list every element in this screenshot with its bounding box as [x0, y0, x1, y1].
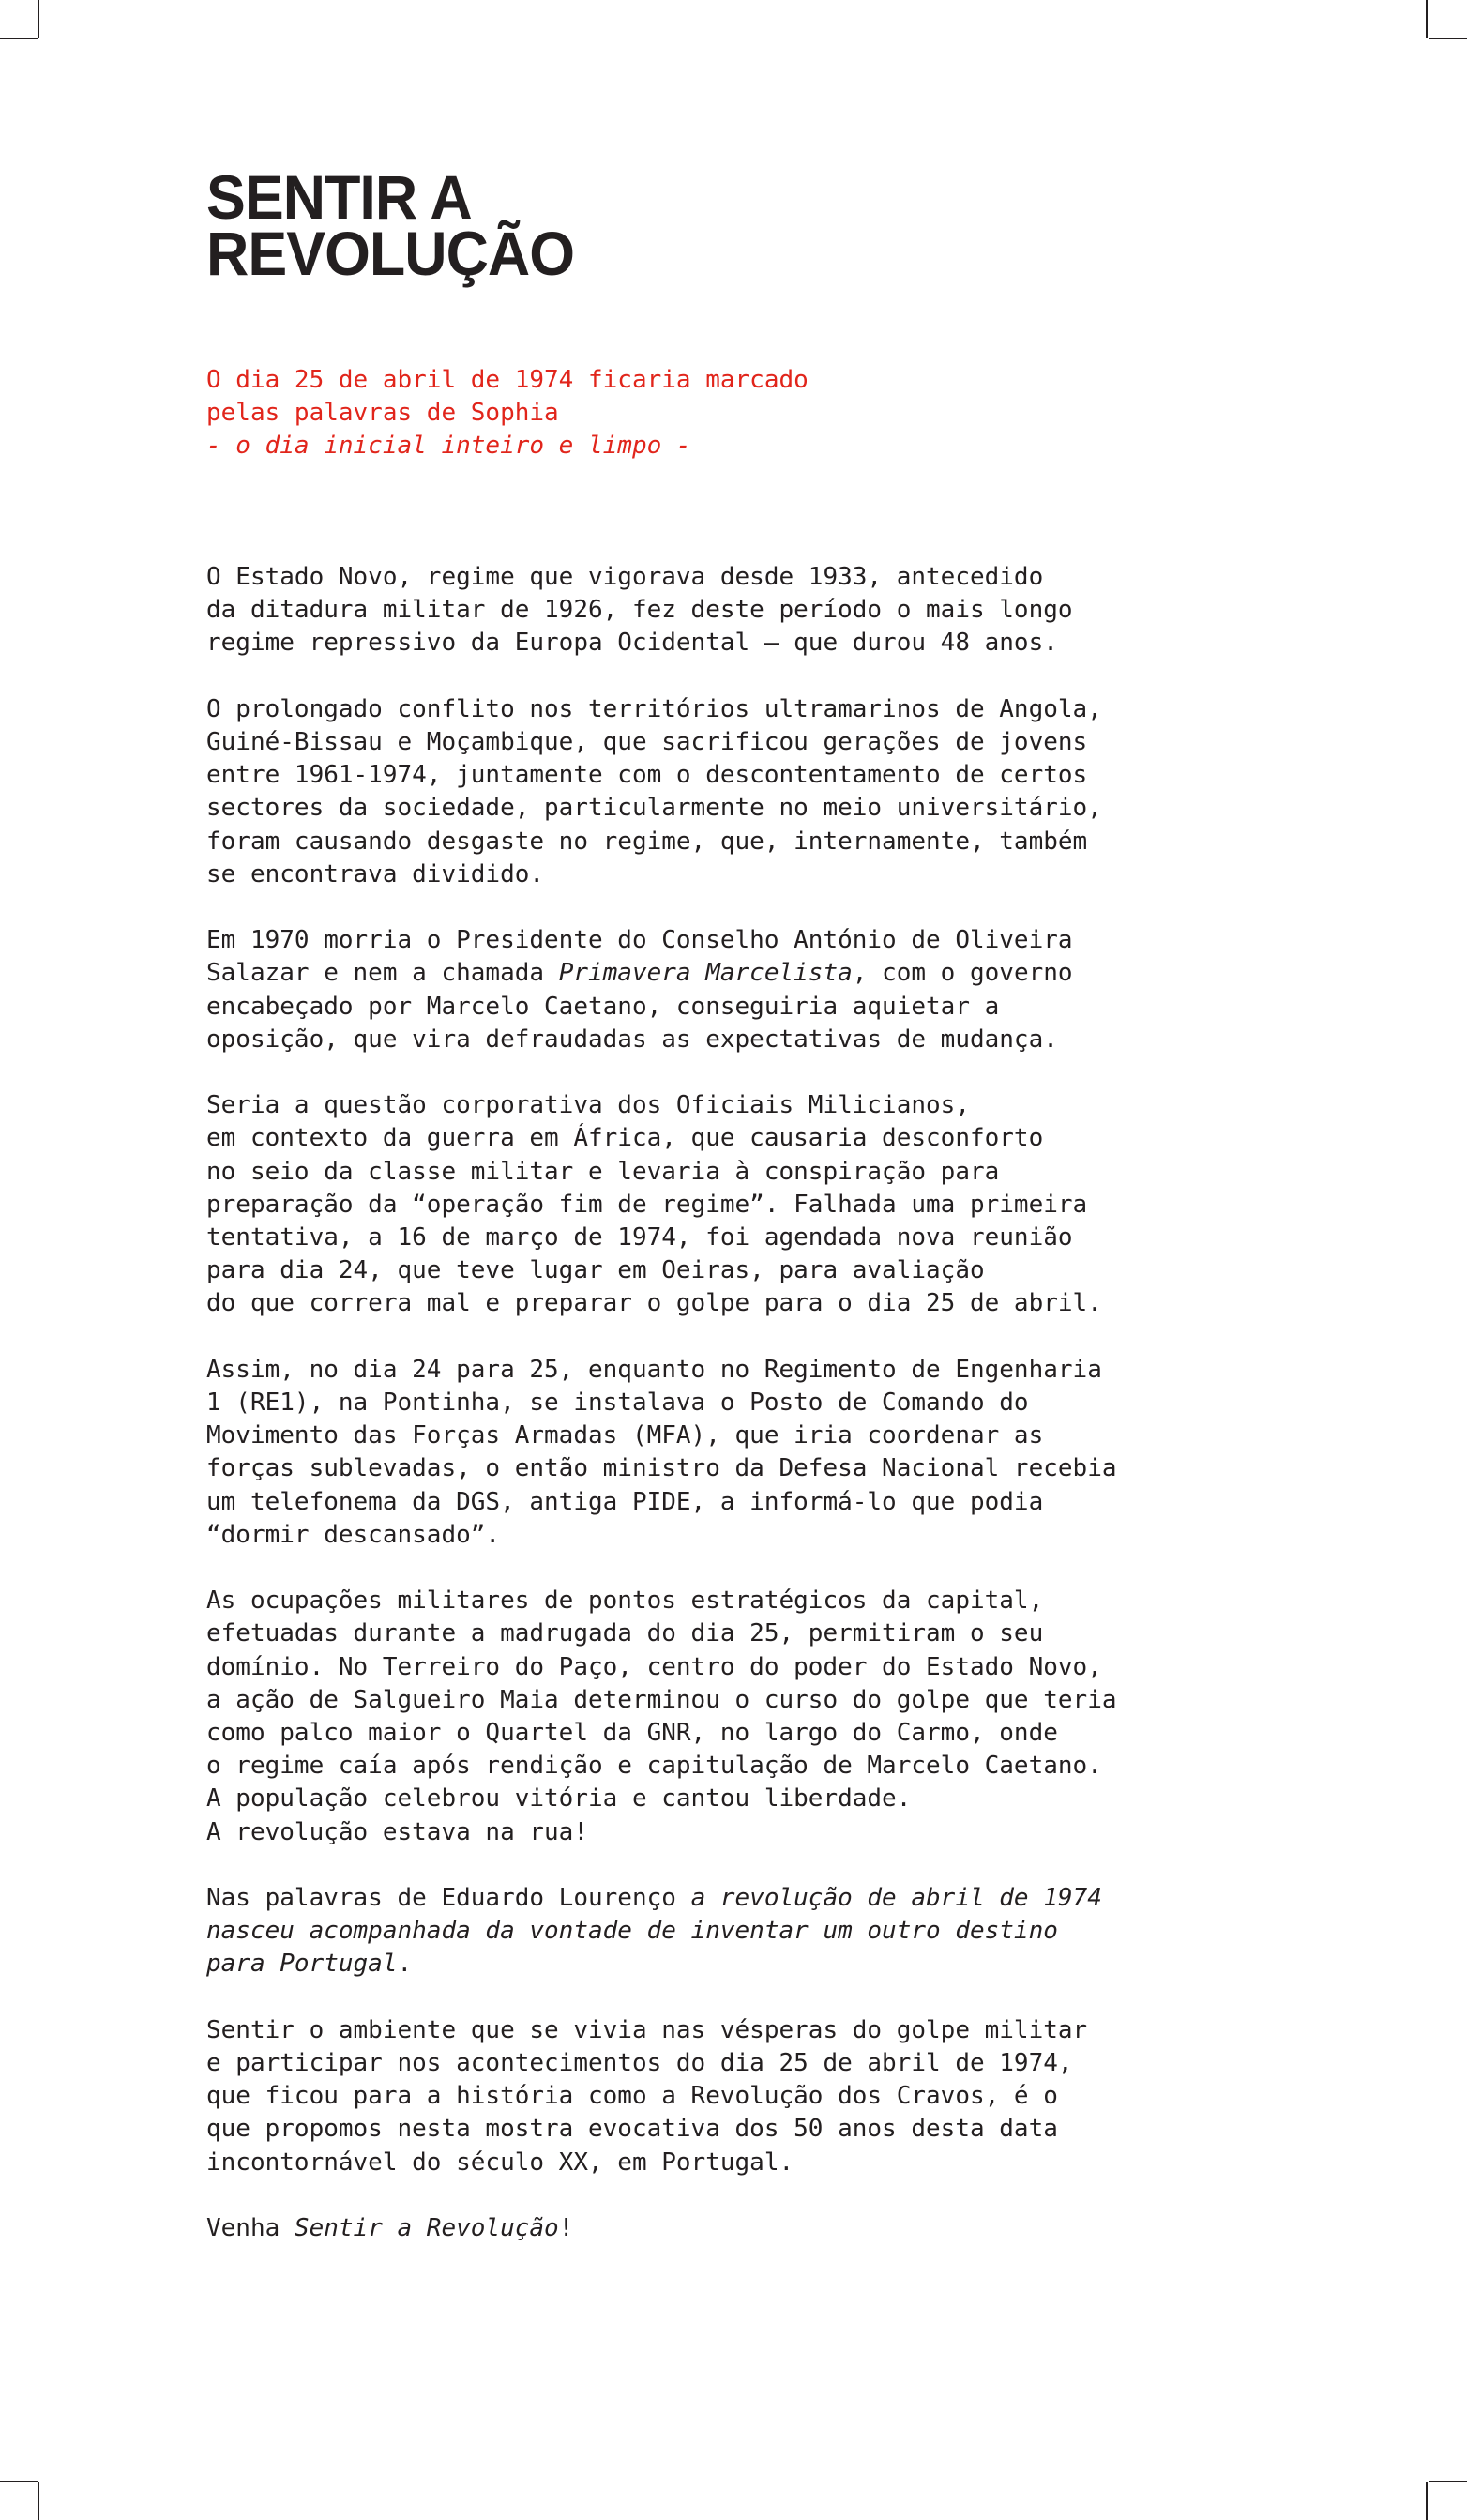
paragraph-1: O Estado Novo, regime que vigorava desde 1933, antecedido da ditadura militar de 1926, fez deste período o mais longo regime repressivo da Europa Ocidental – que durou 48 anos. — [206, 563, 1073, 658]
paragraph-5: Assim, no dia 24 para 25, enquanto no Regimento de Engenharia 1 (RE1), na Pontinha, se instalava o Posto de Comando do Movimento das Forças Armadas (MFA), que iria coordenar as forças sublevadas, o então ministro da Defesa Nacional recebia um telefonema da DGS, antiga PIDE, a informá-lo que podia “dormir descansado”. — [206, 1355, 1117, 1549]
paragraph-9-text-b: ! — [558, 2214, 574, 2243]
paragraph-2: O prolongado conflito nos territórios ultramarinos de Angola, Guiné-Bissau e Moçambique, que sacrificou gerações de jovens entre 1961-1974, juntamente com o descontentamento de certos sectores da sociedade, particularmente no meio universitário, foram causando desgaste no regime, que, internamente, também se encontrava dividido. — [206, 694, 1102, 888]
paragraph-7-text-b: . — [397, 1950, 413, 1979]
paragraph-7-quote: a revolução de abril de 1974 nasceu acompanhada da vontade de inventar um outro destino para Portugal — [206, 1884, 1102, 1979]
crop-mark-bottom-left-h — [0, 2481, 38, 2482]
crop-mark-bottom-left — [38, 2482, 39, 2520]
intro-quote: - o dia inicial inteiro e limpo - — [206, 432, 691, 460]
crop-mark-top-right — [1426, 0, 1428, 38]
paragraph-3-text-b: , com o governo encabeçado por Marcelo Caetano, conseguiria aquietar a oposição, que vira defraudadas as expectativas de mudança. — [206, 959, 1073, 1054]
paragraph-9-text-a: Venha — [206, 2214, 295, 2243]
paragraph-4: Seria a questão corporativa dos Oficiais Milicianos, em contexto da guerra em África, que causaria desconforto no seio da classe militar e levaria à conspiração para preparação da “operação fim de regime”. Falhada uma primeira tentativa, a 16 de março de 1974, foi agendada nova reunião para dia 24, que teve lugar em Oeiras, para avaliação do que correra mal e preparar o golpe para o dia 25 de abril. — [206, 1091, 1102, 1318]
paragraph-3-text-a: Em 1970 morria o Presidente do Conselho António de Oliveira Salazar e nem a chamada — [206, 926, 1073, 988]
intro-line-2: pelas palavras de Sophia — [206, 399, 559, 427]
title-line-2: REVOLUÇÃO — [206, 219, 575, 288]
crop-mark-top-left-h — [0, 38, 38, 39]
paragraph-3-emphasis: Primavera Marcelista — [558, 959, 853, 988]
crop-mark-bottom-right — [1426, 2482, 1428, 2520]
crop-mark-bottom-right-h — [1429, 2481, 1467, 2482]
paragraph-7 — [206, 1882, 1257, 1981]
paragraph-8: Sentir o ambiente que se vivia nas vésperas do golpe militar e participar nos acontecimentos do dia 25 de abril de 1974, que ficou para a história como a Revolução dos Cravos, é o que propomos nesta mostra evocativa dos 50 anos desta data incontornável do século XX, em Portugal. — [206, 2015, 1088, 2177]
paragraph-9-emphasis: Sentir a Revolução — [294, 2214, 559, 2243]
crop-mark-top-right-h — [1429, 38, 1467, 39]
crop-mark-top-left — [38, 0, 39, 38]
body-text — [206, 561, 1257, 2278]
page-title — [206, 162, 575, 288]
paragraph-6: As ocupações militares de pontos estratégicos da capital, efetuadas durante a madrugada do dia 25, permitiram o seu domínio. No Terreiro do Paço, centro do poder do Estado Novo, a ação de Salgueiro Maia determinou o curso do golpe que teria como palco maior o Quartel da GNR, no largo do Carmo, onde o regime caía após rendição e capitulação de Marcelo Caetano. A população celebrou vitória e cantou liberdade. A revolução estava na rua! — [206, 1586, 1117, 1846]
intro-block — [206, 364, 1144, 463]
paragraph-7-text-a: Nas palavras de Eduardo Lourenço — [206, 1884, 691, 1913]
paragraph-3 — [206, 924, 1257, 1056]
paragraph-9 — [206, 2212, 1257, 2245]
intro-line-1: O dia 25 de abril de 1974 ficaria marcado — [206, 366, 809, 394]
title-line-1: SENTIR A — [206, 162, 472, 232]
